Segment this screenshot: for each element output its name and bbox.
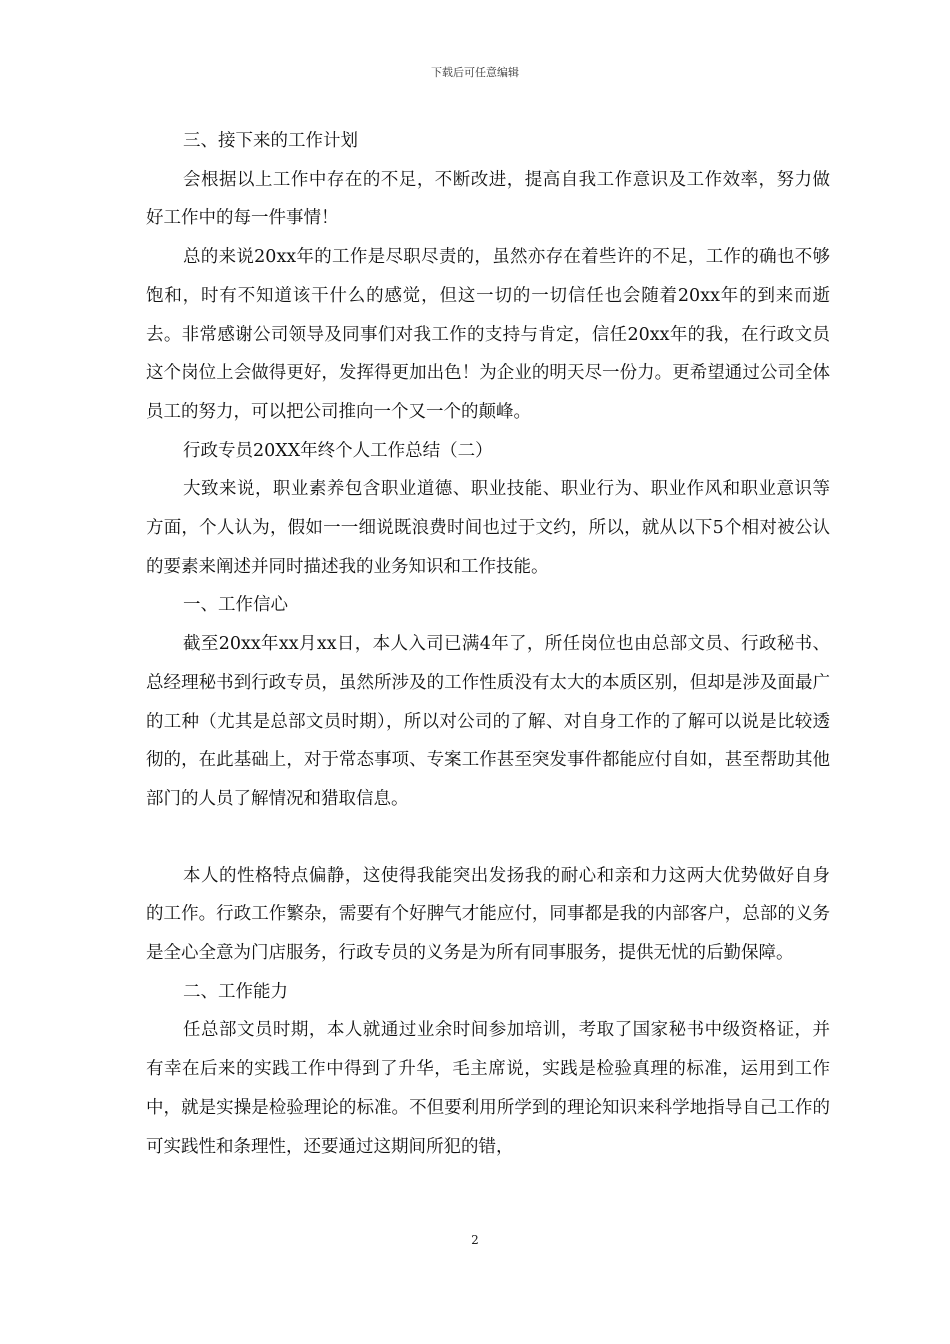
paragraph: 大致来说，职业素养包含职业道德、职业技能、职业行为、职业作风和职业意识等方面，个人认为，假如一一细说既浪费时间也过于文约，所以，就从以下5个相对被公认的要素来阐述并同时描述我的业务知识和工作技能。 (146, 479, 830, 577)
paragraph: 截至20xx年xx月xx日，本人入司已满4年了，所任岗位也由总部文员、行政秘书、总经理秘书到行政专员，虽然所涉及的工作性质没有太大的本质区别，但却是涉及面最广的工种（尤其是总部文员时期），所以对公司的了解、对自身工作的了解可以说是比较透彻的，在此基础上，对于常态事项、专案工作甚至突发事件都能应付自如，甚至帮助其他部门的人员了解情况和猎取信息。 (146, 634, 830, 809)
paragraph: 任总部文员时期，本人就通过业余时间参加培训，考取了国家秘书中级资格证，并有幸在后来的实践工作中得到了升华，毛主席说，实践是检验真理的标准，运用到工作中，就是实操是检验理论的标准。不但要利用所学到的理论知识来科学地指导自己工作的可实践性和条理性，还要通过这期间所犯的错， (146, 1020, 830, 1157)
document-body (146, 122, 830, 1166)
paragraph-gap (146, 819, 830, 857)
paragraph: 会根据以上工作中存在的不足，不断改进，提高自我工作意识及工作效率，努力做好工作中的每一件事情！ (146, 169, 830, 229)
page-header: 下载后可任意编辑 (431, 66, 519, 79)
paragraph: 总的来说20xx年的工作是尽职尽责的，虽然亦存在着些许的不足，工作的确也不够饱和，时有不知道该干什么的感觉，但这一切的一切信任也会随着20xx年的到来而逝去。非常感谢公司领导及同事们对我工作的支持与肯定，信任20xx年的我，在行政文员这个岗位上会做得更好，发挥得更加出色！为企业的明天尽一份力。更希望通过公司全体员工的努力，可以把公司推向一个又一个的颠峰。 (146, 247, 830, 422)
paragraph: 本人的性格特点偏静，这使得我能突出发扬我的耐心和亲和力这两大优势做好自身的工作。行政工作繁杂，需要有个好脾气才能应付，同事都是我的内部客户，总部的义务是全心全意为门店服务，行政专员的义务是为所有同事服务，提供无忧的后勤保障。 (146, 865, 830, 964)
document-title: 行政专员20XX年终个人工作总结（二） (183, 440, 493, 461)
section-heading-work-confidence: 一、工作信心 (183, 595, 288, 616)
section-heading-work-plan: 三、接下来的工作计划 (183, 131, 358, 151)
section-heading-work-ability: 二、工作能力 (183, 981, 288, 1002)
page-number: 2 (471, 1233, 479, 1247)
